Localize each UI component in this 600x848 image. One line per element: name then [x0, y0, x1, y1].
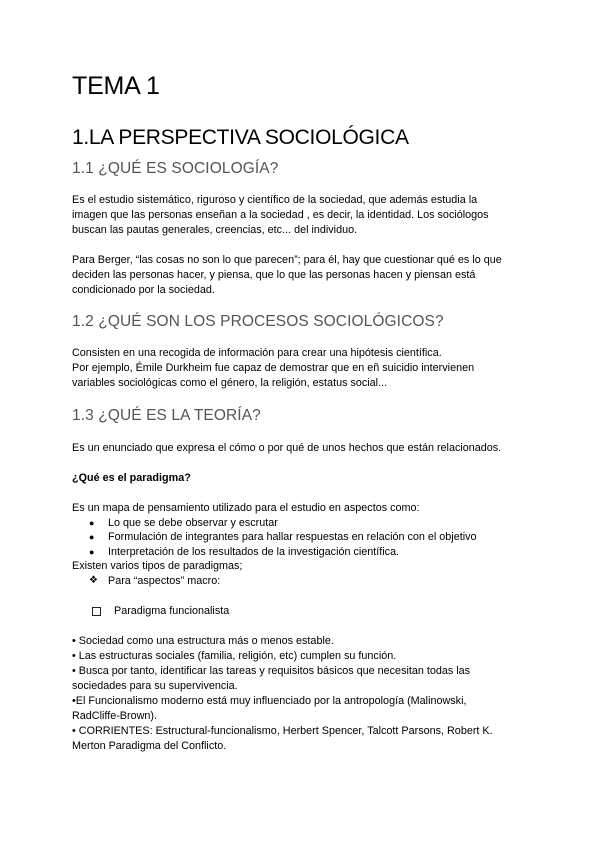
text-line: • Sociedad como una estructura más o menos estable.: [72, 635, 334, 647]
bullet-icon: ●: [89, 546, 95, 557]
types-intro: Existen varios tipos de paradigmas;: [72, 560, 243, 572]
text-line: sociedades para su supervivencia.: [72, 680, 238, 692]
list-item-text: Para “aspectos” macro:: [108, 574, 221, 587]
text-line: imagen que las personas enseñan a la sociedad , es decir, la identidad. Los sociólogos: [72, 209, 489, 222]
paragraph-procesos: [72, 346, 532, 392]
checklist-label: Paradigma funcionalista: [114, 605, 230, 617]
checklist-item-funcionalista[interactable]: [92, 605, 229, 617]
paradigm-intro: Es un mapa de pensamiento utilizado para el estudio en aspectos como:: [72, 502, 420, 514]
text-line: Consisten en una recogida de información para crear una hipótesis científica.: [72, 347, 442, 359]
paragraph-funcionalismo-notes: [72, 634, 532, 754]
bullet-icon: ●: [89, 532, 95, 542]
list-item: [72, 530, 532, 545]
paradigm-question: [72, 471, 532, 486]
paragraph-sociologia-definition: [72, 193, 532, 239]
text-line: deciden las personas hacer, y piensa, que lo que las personas hacen y piensan está: [72, 269, 476, 282]
list-item: [72, 516, 532, 531]
text-line: Merton Paradigma del Conflicto.: [72, 740, 227, 752]
checkbox-icon[interactable]: [92, 607, 101, 616]
list-item: [72, 545, 532, 560]
list-item-text: Interpretación de los resultados de la investigación científica.: [108, 545, 400, 558]
text-line: •El Funcionalismo moderno está muy influenciado por la antropología (Malinowski,: [72, 695, 467, 707]
text-line: • Las estructuras sociales (familia, religión, etc) cumplen su función.: [72, 650, 397, 662]
text-line: ¿Qué es el paradigma?: [72, 472, 191, 484]
page-title: TEMA 1: [72, 72, 160, 100]
text-line: • Busca por tanto, identificar las tareas y requisitos básicos que necesitan todas las: [72, 665, 471, 677]
subheading-procesos-sociologicos: 1.2 ¿QUÉ SON LOS PROCESOS SOCIOLÓGICOS?: [72, 313, 444, 330]
bullet-icon: ●: [89, 517, 95, 528]
paradigm-block: [72, 501, 532, 588]
list-item-macro: [72, 574, 532, 589]
text-line: Para Berger, “las cosas no son lo que parecen”; para él, hay que cuestionar qué es lo que: [72, 254, 502, 266]
subheading-que-es-sociologia: 1.1 ¿QUÉ ES SOCIOLOGÍA?: [72, 160, 279, 177]
section-heading-perspectiva: 1.LA PERSPECTIVA SOCIOLÓGICA: [72, 126, 409, 149]
diamond-bullet-icon: ❖: [89, 574, 98, 586]
text-line: Por ejemplo, Émile Durkheim fue capaz de demostrar que en eñ suicidio intervienen: [72, 362, 475, 375]
list-item-text: Lo que se debe observar y escrutar: [108, 516, 278, 529]
text-line: Es un enunciado que expresa el cómo o por qué de unos hechos que están relacionados.: [72, 442, 502, 454]
paragraph-teoria: [72, 441, 532, 456]
text-line: Es el estudio sistemático, riguroso y científico de la sociedad, que además estudia la: [72, 194, 478, 206]
text-line: • CORRIENTES: Estructural-funcionalismo, Herbert Spencer, Talcott Parsons, Robert K.: [72, 725, 493, 737]
paragraph-berger: [72, 253, 532, 299]
text-line: buscan las pautas generales, creencias, etc... del individuo.: [72, 224, 358, 237]
text-line: condicionado por la sociedad.: [72, 284, 215, 297]
text-line: RadCliffe-Brown).: [72, 710, 158, 722]
subheading-teoria: 1.3 ¿QUÉ ES LA TEORÍA?: [72, 407, 261, 424]
list-item-text: Formulación de integrantes para hallar respuestas en relación con el objetivo: [108, 531, 477, 543]
text-line: variables sociológicas como el género, la religión, estatus social...: [72, 377, 388, 390]
